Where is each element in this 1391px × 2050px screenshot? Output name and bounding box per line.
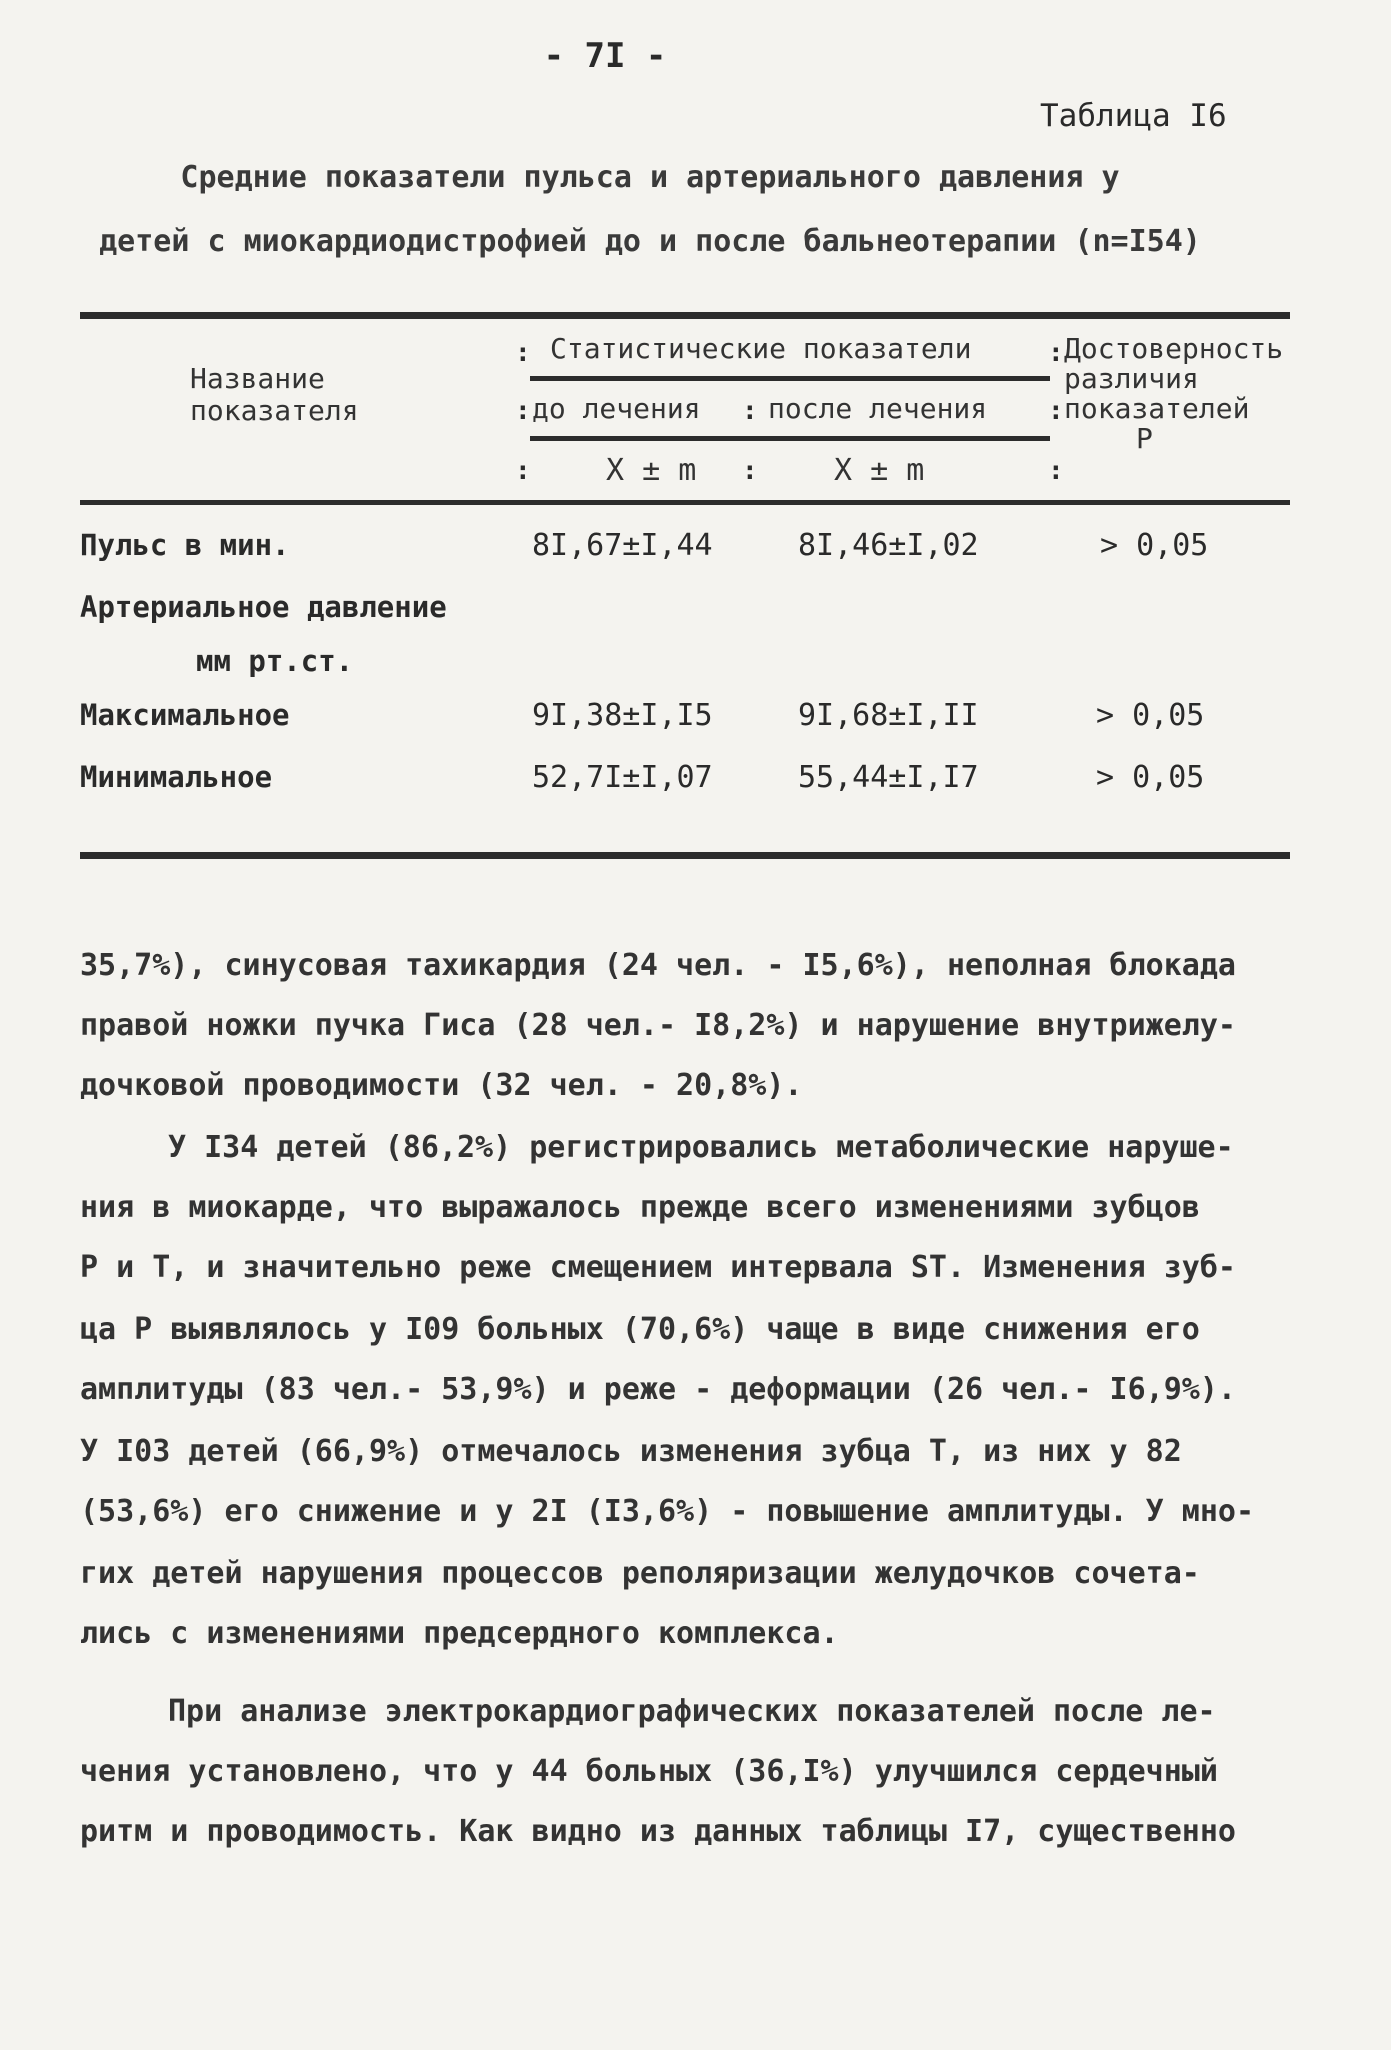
row-group-label-line2: мм рт.ст. — [196, 644, 354, 678]
header-inner-rule — [530, 436, 1050, 441]
header-significance-line3: показателей — [1064, 392, 1250, 425]
body-line: гих детей нарушения процессов реполяризации желудочков сочета- — [80, 1556, 1200, 1591]
table-bottom-rule — [80, 852, 1290, 859]
body-line: При анализе электрокардиографических показателей после ле- — [168, 1694, 1216, 1729]
table-label: Таблица I6 — [1040, 98, 1227, 134]
body-line: P и T, и значительно реже смещением интервала ST. Изменения зуб- — [80, 1250, 1236, 1285]
header-name-line1: Название — [190, 362, 325, 395]
page-number: - 7I - — [543, 36, 667, 76]
row-p-value: > 0,05 — [1096, 760, 1205, 795]
header-sep: : — [742, 456, 758, 486]
row-value-before: 8I,67±I,44 — [532, 528, 713, 563]
header-inner-rule — [530, 376, 1050, 381]
header-after: после лечения — [768, 392, 988, 425]
header-before: до лечения — [532, 392, 701, 425]
body-line: (53,6%) его снижение и у 2I (I3,6%) - повышение амплитуды. У мно- — [80, 1494, 1254, 1529]
header-sep: : — [1048, 396, 1064, 426]
header-xm-after: X ± m — [834, 453, 925, 488]
row-label: Максимальное — [80, 698, 290, 732]
table-caption-line1: Средние показатели пульса и артериального давления у — [180, 160, 1120, 195]
header-xm-before: X ± m — [606, 453, 697, 488]
body-line: амплитуды (83 чел.- 53,9%) и реже - деформации (26 чел.- I6,9%). — [80, 1372, 1236, 1407]
row-value-after: 55,44±I,I7 — [798, 760, 979, 795]
header-name-line2: показателя — [190, 394, 359, 427]
row-p-value: > 0,05 — [1096, 698, 1205, 733]
body-line: У I03 детей (66,9%) отмечалось изменения зубца T, из них у 82 — [80, 1434, 1182, 1469]
header-sep: : — [1048, 338, 1064, 368]
header-sep: : — [515, 396, 531, 426]
header-bottom-rule — [80, 500, 1290, 505]
row-p-value: > 0,05 — [1100, 528, 1209, 563]
header-significance-line4: P — [1136, 422, 1153, 455]
body-line: дочковой проводимости (32 чел. - 20,8%). — [80, 1068, 803, 1103]
table-caption-line2: детей с миокардиодистрофией до и после бальнеотерапии (n=I54) — [99, 224, 1201, 259]
row-value-before: 52,7I±I,07 — [532, 760, 713, 795]
body-line: ца P выявлялось у I09 больных (70,6%) чаще в виде снижения его — [80, 1312, 1200, 1347]
header-sep: : — [515, 456, 531, 486]
row-value-before: 9I,38±I,I5 — [532, 698, 713, 733]
body-line: У I34 детей (86,2%) регистрировались метаболические наруше- — [168, 1130, 1234, 1165]
body-line: лись с изменениями предсердного комплекса. — [80, 1616, 839, 1651]
header-significance-line2: различия — [1064, 362, 1199, 395]
table-top-rule — [80, 312, 1290, 319]
body-line: 35,7%), синусовая тахикардия (24 чел. - I5,6%), неполная блокада — [80, 948, 1236, 983]
row-group-label-line1: Артериальное давление — [80, 590, 447, 624]
body-line: чения установлено, что у 44 больных (36,I%) улучшился сердечный — [80, 1754, 1218, 1789]
row-value-after: 8I,46±I,02 — [798, 528, 979, 563]
body-line: ния в миокарде, что выражалось прежде всего изменениями зубцов — [80, 1190, 1200, 1225]
header-sep: : — [515, 338, 531, 368]
row-value-after: 9I,68±I,II — [798, 698, 979, 733]
header-sep: : — [1048, 456, 1064, 486]
body-line: правой ножки пучка Гиса (28 чел.- I8,2%) и нарушение внутрижелу- — [80, 1008, 1236, 1043]
body-line: ритм и проводимость. Как видно из данных таблицы I7, существенно — [80, 1814, 1236, 1849]
header-sep: : — [742, 396, 758, 426]
header-stats: Статистические показатели — [550, 332, 972, 365]
header-significance-line1: Достоверность — [1064, 332, 1284, 365]
row-label: Пульс в мин. — [80, 528, 290, 562]
row-label: Минимальное — [80, 760, 273, 794]
